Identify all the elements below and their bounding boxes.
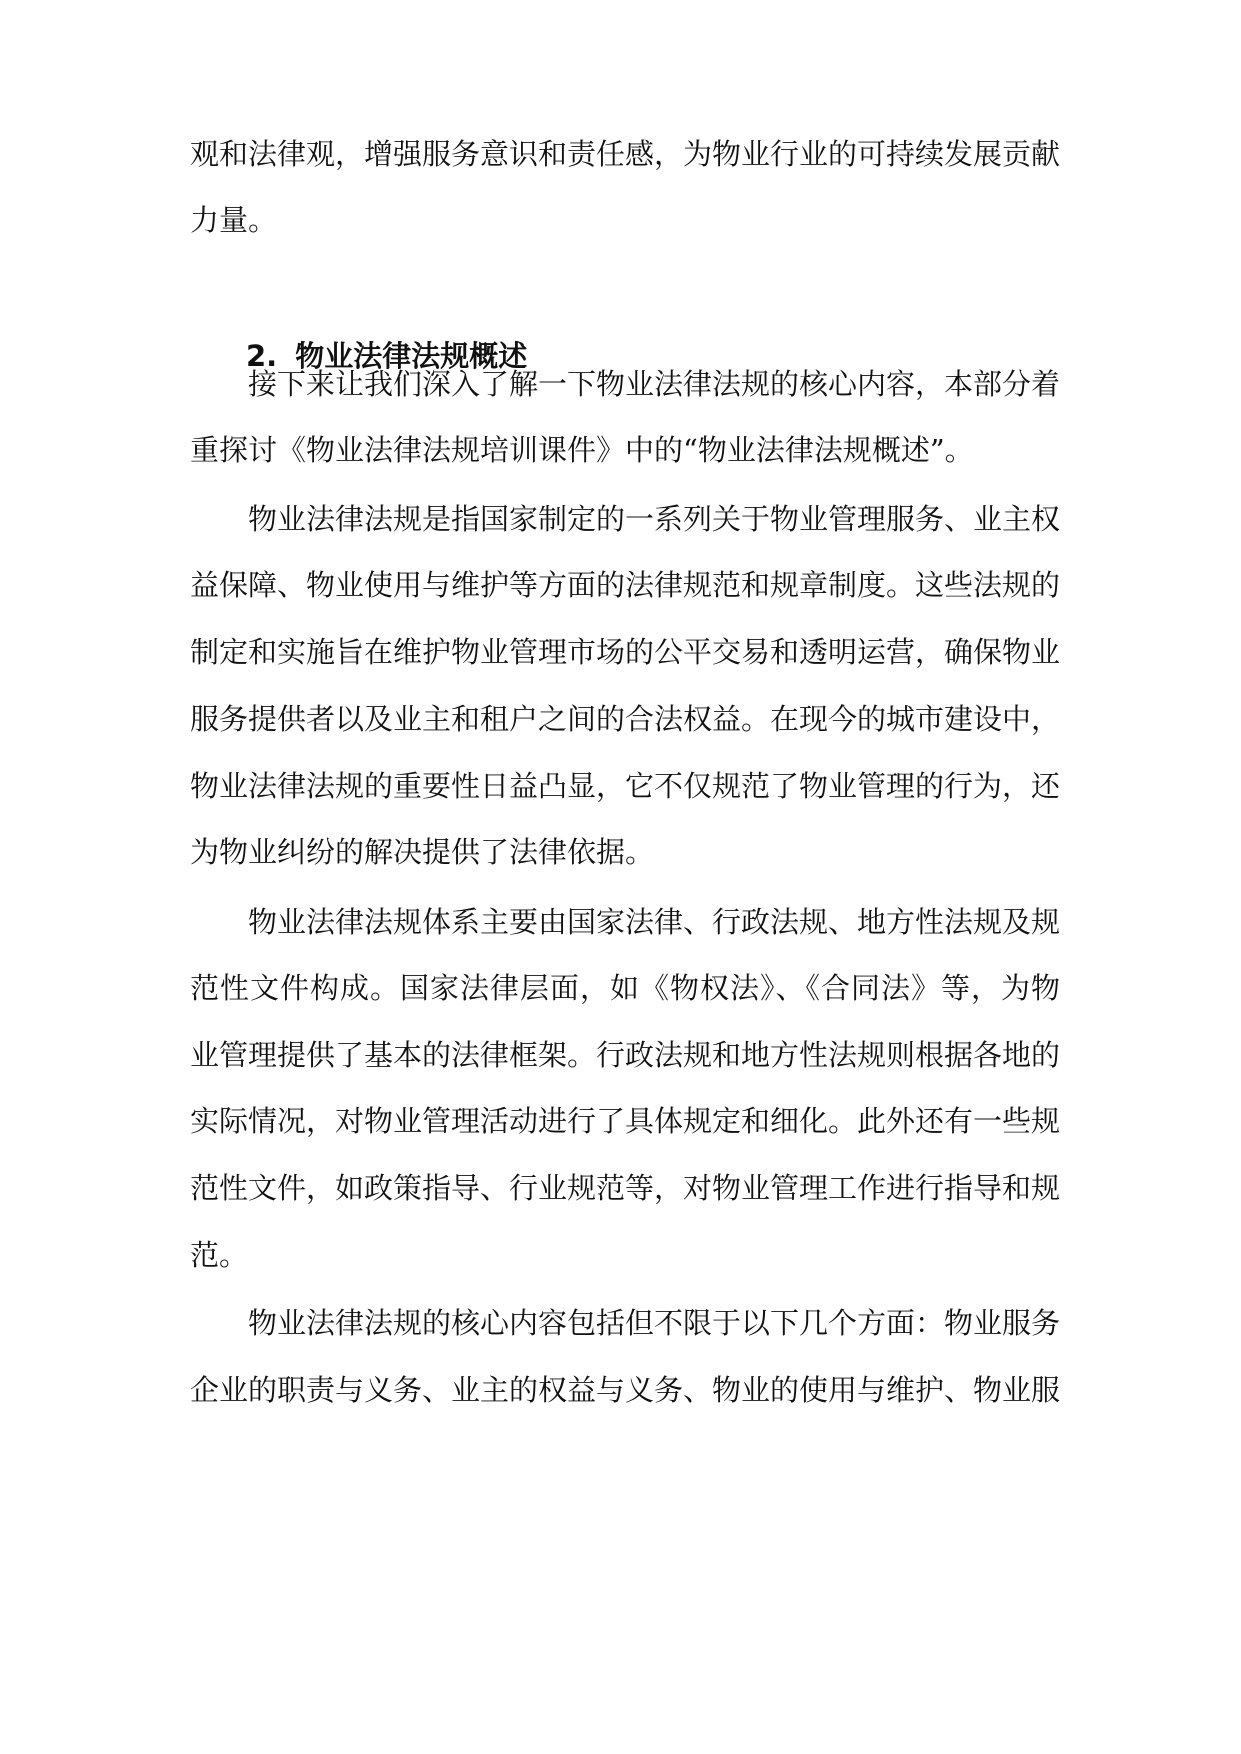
body-text-line: 范性文件构成。国家法律层面，如《物权法》、《合同法》等，为物 <box>190 971 1060 1005</box>
body-text-line: 物业法律法规体系主要由国家法律、行政法规、地方性法规及规 <box>248 905 1061 939</box>
body-text-line: 接下来让我们深入了解一下物业法律法规的核心内容，本部分着 <box>248 367 1061 401</box>
section-number: 2. <box>246 339 278 373</box>
body-text-line: 物业法律法规是指国家制定的一系列关于物业管理服务、业主权 <box>248 502 1061 536</box>
body-text-line: 为物业纠纷的解决提供了法律依据。 <box>190 835 655 869</box>
body-text-line: 范性文件，如政策指导、行业规范等，对物业管理工作进行指导和规 <box>190 1171 1061 1205</box>
body-text-line: 物业法律法规的重要性日益凸显，它不仅规范了物业管理的行为，还 <box>190 769 1061 803</box>
body-text-line: 制定和实施旨在维护物业管理市场的公平交易和透明运营，确保物业 <box>190 635 1061 669</box>
body-text-line: 物业法律法规的核心内容包括但不限于以下几个方面：物业服务 <box>248 1306 1061 1340</box>
body-text-line: 观和法律观，增强服务意识和责任感，为物业行业的可持续发展贡献 <box>190 137 1061 171</box>
body-text-line: 力量。 <box>190 203 278 237</box>
body-text-line: 企业的职责与义务、业主的权益与义务、物业的使用与维护、物业服 <box>190 1373 1061 1407</box>
body-text-line: 业管理提供了基本的法律框架。行政法规和地方性法规则根据各地的 <box>190 1038 1061 1072</box>
section-title: 物业法律法规概述 <box>295 339 528 373</box>
body-text-line: 服务提供者以及业主和租户之间的合法权益。在现今的城市建设中， <box>190 702 1061 736</box>
body-text-line: 实际情况，对物业管理活动进行了具体规定和细化。此外还有一些规 <box>190 1104 1061 1138</box>
body-text-line: 范。 <box>190 1238 249 1272</box>
body-text-line: 益保障、物业使用与维护等方面的法律规范和规章制度。这些法规的 <box>190 568 1061 602</box>
body-text-line: 重探讨《物业法律法规培训课件》中的“物业法律法规概述”。 <box>190 433 974 467</box>
